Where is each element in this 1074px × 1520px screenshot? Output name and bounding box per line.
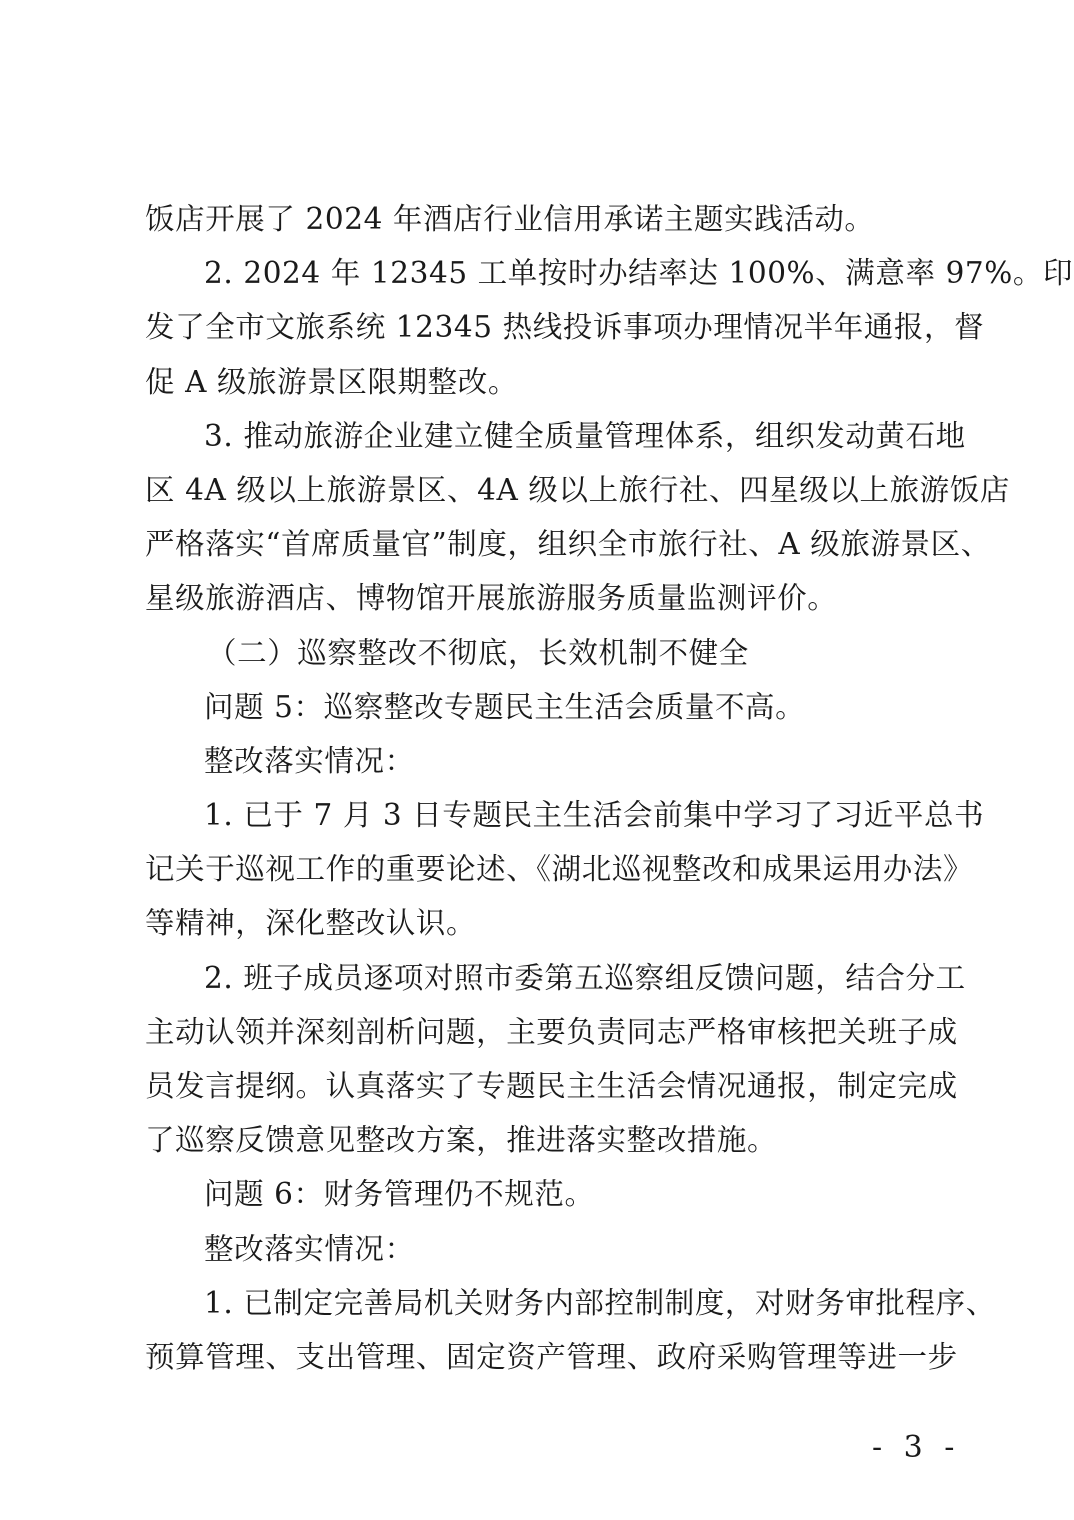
problem-heading: 问题 6：财务管理仍不规范。 [204,1177,595,1212]
text-line: 主动认领并深刻剖析问题，主要负责同志严格审核把关班子成 [145,1014,958,1049]
text-line: 星级旅游酒店、博物馆开展旅游服务质量监测评价。 [145,581,838,616]
text-line: 了巡察反馈意见整改方案，推进落实整改措施。 [145,1123,778,1158]
text-line: 区 4A 级以上旅游景区、4A 级以上旅行社、四星级以上旅游饭店 [145,472,1010,507]
text-line: 2. 班子成员逐项对照市委第五巡察组反馈问题，结合分工 [204,960,966,995]
text-line: 发了全市文旅系统 12345 热线投诉事项办理情况半年通报，督 [145,310,985,345]
text-line: 1. 已于 7 月 3 日专题民主生活会前集中学习了习近平总书 [204,798,985,833]
subheading: 整改落实情况： [204,743,415,778]
text-line: 2. 2024 年 12345 工单按时办结率达 100%、满意率 97%。印 [204,256,1074,291]
text-line: 促 A 级旅游景区限期整改。 [145,364,518,399]
problem-heading: 问题 5：巡察整改专题民主生活会质量不高。 [204,689,806,724]
document-body [145,192,1074,1384]
text-line: 预算管理、支出管理、固定资产管理、政府采购管理等进一步 [145,1339,958,1374]
text-line: 严格落实“首席质量官”制度，组织全市旅行社、A 级旅游景区、 [145,527,991,562]
text-line: 饭店开展了 2024 年酒店行业信用承诺主题实践活动。 [145,202,875,236]
text-line: 员发言提纲。认真落实了专题民主生活会情况通报，制定完成 [145,1069,958,1103]
text-line: 记关于巡视工作的重要论述、《湖北巡视整改和成果运用办法》 [145,852,974,887]
text-line: 1. 已制定完善局机关财务内部控制制度，对财务审批程序、 [204,1285,996,1320]
text-line: 等精神，深化整改认识。 [145,906,477,941]
subheading: 整改落实情况： [204,1231,415,1266]
text-line: 3. 推动旅游企业建立健全质量管理体系，组织发动黄石地 [204,418,966,453]
section-heading: （二）巡察整改不彻底，长效机制不健全 [207,635,749,670]
page-number: - 3 - [872,1430,961,1465]
